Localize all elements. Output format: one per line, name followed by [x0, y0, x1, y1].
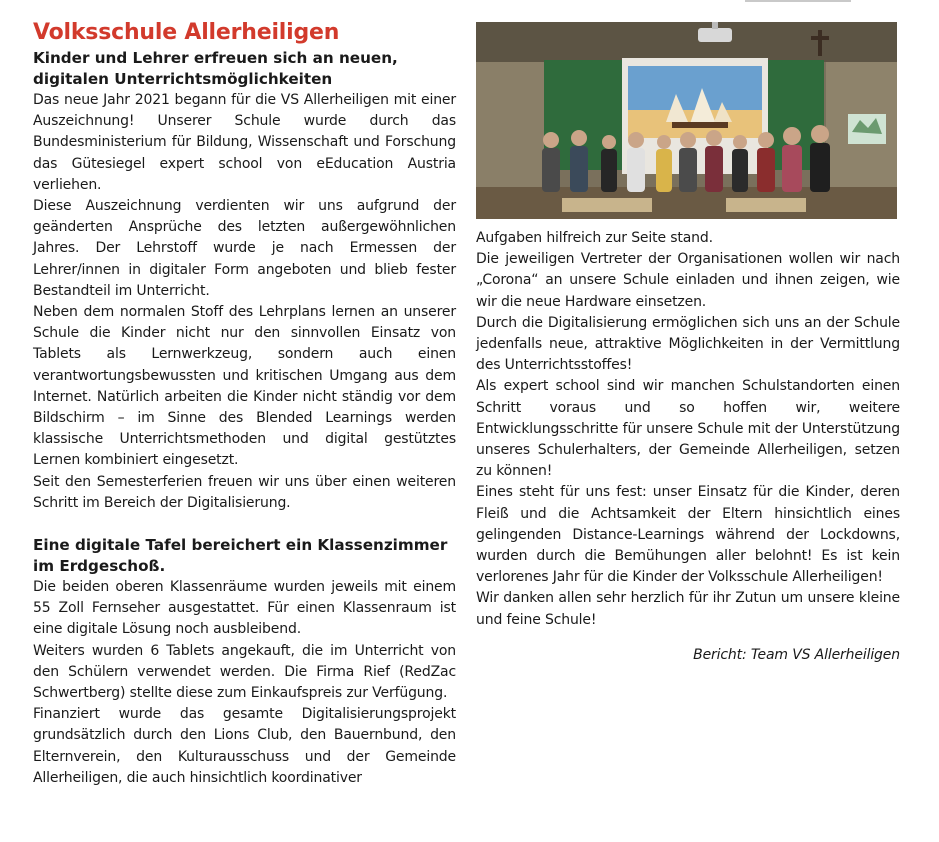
- paragraph-tablets: Weiters wurden 6 Tablets angekauft, die im Unterricht von den Schülern verwendet werden. Die Firma Rief (RedZac Schwertberg) stellte diese zum Einkaufspreis zur Verfügung.: [33, 642, 456, 702]
- paragraph-funding: Finanziert wurde das gesamte Digitalisierungsprojekt grundsätzlich durch den Lions Club, den Bauernbund, den Elternverein, den Kulturausschuss und der Gemeinde Allerheiligen, die auch hinsichtlich koordinativer: [33, 706, 456, 786]
- top-rule: [745, 0, 851, 2]
- paragraph-thanks: Wir danken allen sehr herzlich für ihr Zutun um unsere kleine und feine Schule!: [476, 590, 900, 628]
- paragraph-reason: Diese Auszeichnung verdienten wir uns aufgrund der geänderten Ansprüche des letzten außergewöhnlichen Jahres. Der Lehrstoff wurde je nach Ermessen der Lehrer/innen in digitaler Form angeboten und blieb fester Bestandteil im Unterricht.: [33, 198, 456, 299]
- paragraph-curriculum: Neben dem normalen Stoff des Lehrplans lernen an unserer Schule die Kinder nicht nur den sinnvollen Einsatz von Tablets als Lernwerkzeug, sondern auch einen verantwortungsbewussten und kritischen Umgang aus dem Internet. Natürlich arbeiten die Kinder nicht ständig vor dem Bildschirm – im Sinne des Blended Learnings werden klassische Unterrichtsmethoden und digital gestütztes Lernen kombiniert eingesetzt.: [33, 304, 456, 469]
- paragraph-tv: Die beiden oberen Klassenräume wurden jeweils mit einem 55 Zoll Fernseher ausgestattet. Für einen Klassenraum ist eine digitale Lösung noch ausbleibend.: [33, 579, 456, 638]
- left-column: [33, 18, 456, 789]
- paragraph-invitation: Die jeweiligen Vertreter der Organisationen wollen wir nach „Corona“ an unsere Schule einladen und ihnen zeigen, wie wir die neue Hardware einsetzen.: [476, 251, 900, 310]
- right-column: [476, 228, 900, 666]
- section-subheading: Eine digitale Tafel bereichert ein Klassenzimmer im Erdgeschoß.: [33, 536, 448, 576]
- paragraph-semester: Seit den Semesterferien freuen wir uns über einen weiteren Schritt im Bereich der Digitalisierung.: [33, 473, 456, 511]
- article-subheading: Kinder und Lehrer erfreuen sich an neuen, digitalen Unterrichtsmöglichkeiten: [33, 49, 398, 88]
- paragraph-commitment: Eines steht für uns fest: unser Einsatz für die Kinder, deren Fleiß und die Achtsamkeit der Eltern hinsichtlich eines gelingenden Distance-Learnings während der Lockdowns, wurden durch die Bemühungen aller belohnt! Es ist kein verlorenes Jahr für die Kinder der Volksschule Allerheiligen!: [476, 484, 900, 586]
- paragraph-expert-school: Als expert school sind wir manchen Schulstandorten einen Schritt voraus und so hoffen wir, weitere Entwicklungsschritte für unsere Schule mit der Unterstützung unseres Schulerhalters, der Gemeinde Allerheiligen, setzen zu können!: [476, 378, 900, 480]
- classroom-photo: [476, 22, 897, 219]
- paragraph-opportunities: Durch die Digitalisierung ermöglichen sich uns an der Schule jedenfalls neue, attraktive Möglichkeiten in der Vermittlung des Unterrichtsstoffes!: [476, 314, 900, 374]
- paragraph-support: Aufgaben hilfreich zur Seite stand.: [476, 230, 713, 246]
- report-credit: Bericht: Team VS Allerheiligen: [693, 646, 900, 663]
- page-title: Volksschule Allerheiligen: [33, 20, 340, 45]
- classroom-photo-icon: [476, 22, 897, 219]
- paragraph-award: Das neue Jahr 2021 begann für die VS Allerheiligen mit einer Auszeichnung! Unserer Schule wurde durch das Bundesministerium für Bildung, Wissenschaft und Forschung das Gütesiegel expert school von eEducation Austria verliehen.: [33, 92, 456, 193]
- section-spacer: [33, 514, 456, 535]
